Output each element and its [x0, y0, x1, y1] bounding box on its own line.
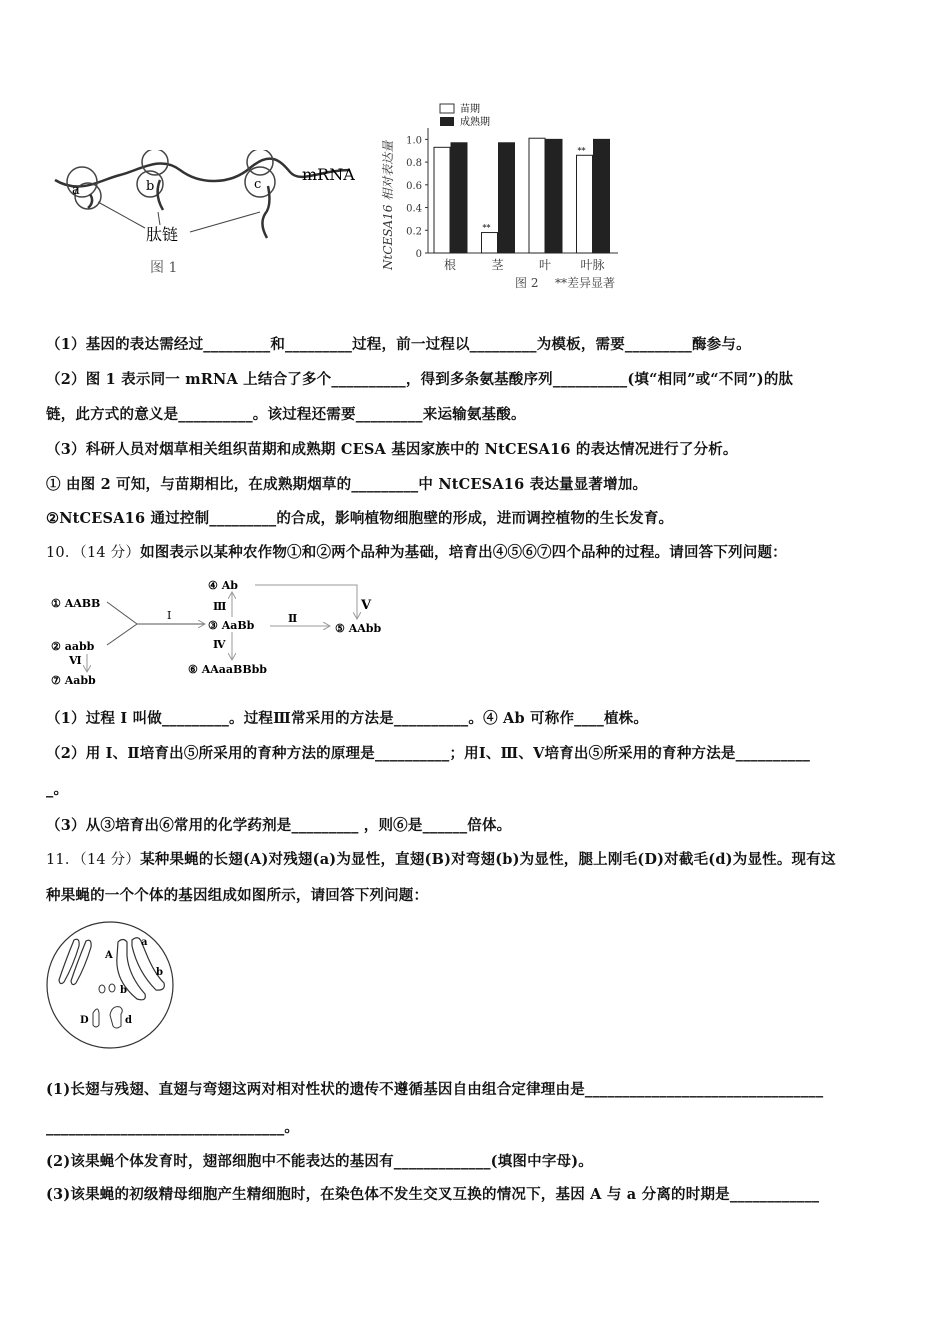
- mrna-label: mRNA: [302, 165, 355, 184]
- fruit-fly-cell-diagram: [44, 915, 179, 1050]
- bar-成熟期-茎: [499, 143, 515, 253]
- q11-line-2: (2)该果蝇个体发育时，翅部细胞中不能表达的基因有_____________(填图中字母)。: [46, 1153, 593, 1170]
- significance-marker: **: [577, 146, 586, 156]
- bar-成熟期-根: [451, 143, 467, 253]
- ribosome-c-label: c: [254, 177, 262, 192]
- x-tick-label: 茎: [491, 258, 504, 272]
- q9-line-2: （2）图 1 表示同一 mRNA 上结合了多个__________，得到多条氨基酸序列__________(填“相同”或“不同”)的肽: [46, 371, 794, 388]
- q10-line-3: （3）从③培育出⑥常用的化学药剂是_________ ，则⑥是______倍体。: [46, 817, 512, 834]
- gene-label-b-2: b: [120, 985, 127, 996]
- y-tick-label: 0.6: [406, 180, 422, 192]
- significance-note: **差异显著: [555, 276, 616, 290]
- figure-1-caption: 图 1: [150, 260, 178, 276]
- node-2-aabb: ② aabb: [51, 640, 95, 653]
- figure-2-caption: 图 2: [515, 276, 539, 290]
- q10-line-2b: _。: [46, 781, 69, 798]
- x-tick-label: 叶: [538, 258, 552, 272]
- gene-label-d-upper: D: [80, 1015, 89, 1026]
- q10-stem-text: 如图表示以某种农作物①和②两个品种为基础，培育出④⑤⑥⑦四个品种的过程。请回答下列问题：: [140, 544, 787, 561]
- q9-line-3: 链，此方式的意义是__________。该过程还需要_________来运输氨基酸。: [46, 406, 526, 423]
- node-7-aabb: ⑦ Aabb: [51, 674, 96, 687]
- q11-number: 11．（14 分）: [46, 852, 141, 868]
- process-iii-label: Ⅲ: [213, 600, 227, 613]
- bar-苗期-叶脉: [577, 155, 593, 253]
- node-4-ab: ④ Ab: [208, 579, 238, 592]
- y-tick-label: 0.2: [406, 226, 422, 238]
- breeding-process-diagram: [45, 572, 405, 692]
- q9-line-5: ① 由图 2 可知，与苗期相比，在成熟期烟草的_________中 NtCESA16 表达量显著增加。: [46, 476, 648, 493]
- node-6-aaaabbbb: ⑥ AAaaBBbb: [188, 663, 267, 676]
- q10-number: 10．（14 分）: [46, 545, 141, 561]
- q11-line-1b: ________________________________。: [46, 1119, 300, 1136]
- node-1-aabb: ① AABB: [51, 597, 101, 610]
- legend-swatch-seedling: [440, 104, 454, 113]
- y-tick-label: 0: [415, 249, 422, 260]
- q9-line-1: （1）基因的表达需经过_________和_________过程，前一过程以_________为模板，需要_________酶参与。: [46, 336, 751, 353]
- gene-label-a-lower: a: [141, 937, 148, 948]
- process-i-label: I: [167, 609, 172, 622]
- bar-苗期-根: [434, 147, 450, 253]
- figure-2-bar-chart: [370, 95, 640, 295]
- gene-label-a-upper: A: [105, 950, 113, 961]
- process-v-label: Ⅴ: [361, 598, 372, 613]
- legend-label-mature: 成熟期: [460, 117, 490, 128]
- bar-成熟期-叶脉: [594, 139, 610, 253]
- x-tick-label: 根: [443, 258, 457, 272]
- y-tick-label: 0.8: [406, 158, 422, 170]
- node-5-aabb: ⑤ AAbb: [335, 622, 382, 635]
- q9-line-4: （3）科研人员对烟草相关组织苗期和成熟期 CESA 基因家族中的 NtCESA16 的表达情况进行了分析。: [46, 441, 738, 458]
- peptide-chain-label: 肽链: [146, 225, 179, 244]
- process-iv-label: Ⅳ: [213, 638, 226, 651]
- ribosome-b-label: b: [146, 179, 155, 194]
- q11-stem-2: 种果蝇的一个个体的基因组成如图所示，请回答下列问题：: [46, 887, 429, 904]
- q11-line-1: (1)长翅与残翅、直翅与弯翅这两对相对性状的遗传不遵循基因自由组合定律理由是________________________________: [46, 1081, 824, 1098]
- process-ii-label: Ⅱ: [288, 612, 298, 625]
- bar-成熟期-叶: [546, 139, 562, 253]
- q11-stem: [46, 850, 836, 870]
- node-3-aabb: ③ AaBb: [208, 619, 255, 632]
- legend-label-seedling: 苗期: [460, 104, 480, 115]
- q10-stem: [46, 543, 787, 563]
- gene-label-b-1: b: [156, 967, 163, 978]
- significance-marker: **: [482, 223, 491, 233]
- bar-苗期-茎: [482, 233, 498, 253]
- figure-1-translation-diagram: [50, 150, 370, 280]
- q11-stem-text: 某种果蝇的长翅(A)对残翅(a)为显性，直翅(B)对弯翅(b)为显性，腿上刚毛(D)对截毛(d)为显性。现有这: [140, 851, 836, 868]
- y-tick-label: 1.0: [406, 135, 422, 147]
- q11-line-3: (3)该果蝇的初级精母细胞产生精细胞时，在染色体不发生交叉互换的情况下，基因 A 与 a 分离的时期是____________: [46, 1186, 820, 1203]
- process-vi-label: Ⅵ: [69, 654, 82, 667]
- bar-苗期-叶: [529, 138, 545, 253]
- y-tick-label: 0.4: [406, 203, 422, 215]
- legend-swatch-mature: [440, 117, 454, 126]
- ribosome-a-label: a: [72, 183, 80, 198]
- q10-line-1: （1）过程 I 叫做_________。过程Ⅲ常采用的方法是__________。④ Ab 可称作____植株。: [46, 710, 649, 727]
- gene-label-d-lower: d: [125, 1015, 132, 1026]
- chart-y-axis-label: NtCESA16 相对表达量: [381, 140, 395, 270]
- q10-line-2: （2）用 I、Ⅱ培育出⑤所采用的育种方法的原理是__________；用Ⅰ、Ⅲ、Ⅴ培育出⑤所采用的育种方法是__________: [46, 745, 811, 762]
- x-tick-label: 叶脉: [580, 258, 605, 272]
- q9-line-6: ②NtCESA16 通过控制_________的合成，影响植物细胞壁的形成，进而调控植物的生长发育。: [46, 510, 674, 527]
